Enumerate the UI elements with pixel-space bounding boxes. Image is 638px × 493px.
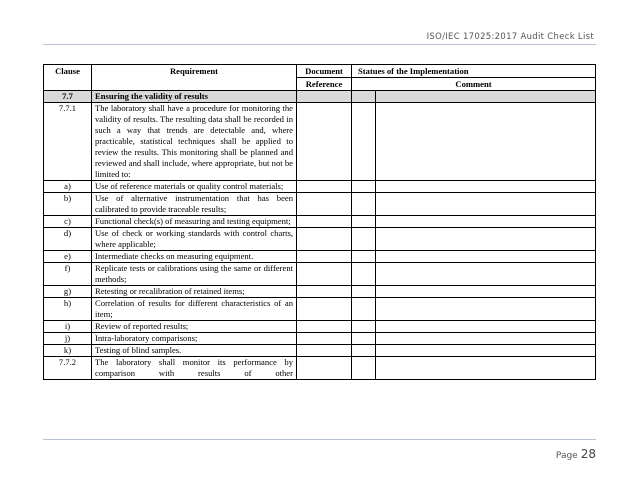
row-clause: b)	[44, 193, 92, 216]
table-row	[44, 321, 596, 333]
section-title: Ensuring the validity of results	[92, 91, 297, 103]
row-requirement-text: The laboratory shall monitor its performance by comparison with results of other	[92, 357, 297, 380]
row-clause: h)	[44, 298, 92, 321]
document-reference-cell[interactable]	[297, 298, 352, 321]
row-clause: k)	[44, 345, 92, 357]
table-row	[44, 216, 596, 228]
comment-cell[interactable]	[376, 193, 596, 216]
document-reference-cell[interactable]	[297, 286, 352, 298]
section-blank-comment	[376, 91, 596, 103]
page-indicator	[556, 447, 596, 461]
comment-cell[interactable]	[376, 298, 596, 321]
status-cell[interactable]	[352, 345, 376, 357]
comment-cell[interactable]	[376, 251, 596, 263]
table-row	[44, 345, 596, 357]
page-number: 28	[580, 447, 596, 461]
audit-checklist-table	[43, 64, 596, 380]
status-cell[interactable]	[352, 263, 376, 286]
document-reference-cell[interactable]	[297, 103, 352, 181]
section-blank-status	[352, 91, 376, 103]
row-clause: j)	[44, 333, 92, 345]
table-row	[44, 298, 596, 321]
comment-cell[interactable]	[376, 263, 596, 286]
table-header-row	[44, 65, 596, 78]
comment-cell[interactable]	[376, 181, 596, 193]
table-row	[44, 181, 596, 193]
row-requirement-text: Testing of blind samples.	[92, 345, 297, 357]
row-clause: a)	[44, 181, 92, 193]
comment-cell[interactable]	[376, 321, 596, 333]
status-cell[interactable]	[352, 216, 376, 228]
table-row	[44, 103, 596, 181]
row-requirement-text: The laboratory shall have a procedure for monitoring the validity of results. The resulting data shall be recorded in such a way that trends are detectable and, where practicable, statistical techniques shall be applied to review the results. This monitoring shall be planned and reviewed and shall include, where appropriate, but not be limited to:	[92, 103, 297, 181]
status-cell[interactable]	[352, 103, 376, 181]
column-header-clause: Clause	[44, 65, 92, 91]
row-requirement-text: Replicate tests or calibrations using the same or different methods;	[92, 263, 297, 286]
status-cell[interactable]	[352, 181, 376, 193]
row-clause: c)	[44, 216, 92, 228]
comment-cell[interactable]	[376, 228, 596, 251]
row-requirement-text: Use of alternative instrumentation that has been calibrated to provide traceable results;	[92, 193, 297, 216]
comment-cell[interactable]	[376, 333, 596, 345]
row-requirement-text: Functional check(s) of measuring and testing equipment;	[92, 216, 297, 228]
footer-divider	[43, 439, 596, 440]
row-clause: 7.7.1	[44, 103, 92, 181]
status-cell[interactable]	[352, 321, 376, 333]
document-reference-cell[interactable]	[297, 251, 352, 263]
section-row	[44, 91, 596, 103]
table-row	[44, 357, 596, 380]
document-reference-cell[interactable]	[297, 181, 352, 193]
comment-cell[interactable]	[376, 357, 596, 380]
row-requirement-text: Use of reference materials or quality control materials;	[92, 181, 297, 193]
document-reference-cell[interactable]	[297, 321, 352, 333]
row-requirement-text: Intra-laboratory comparisons;	[92, 333, 297, 345]
document-reference-cell[interactable]	[297, 228, 352, 251]
status-cell[interactable]	[352, 193, 376, 216]
row-requirement-text: Intermediate checks on measuring equipment.	[92, 251, 297, 263]
column-header-status: Statues of the Implementation	[352, 65, 596, 78]
header-divider	[43, 44, 596, 45]
row-clause: g)	[44, 286, 92, 298]
status-cell[interactable]	[352, 333, 376, 345]
document-reference-cell[interactable]	[297, 216, 352, 228]
table-row	[44, 193, 596, 216]
status-cell[interactable]	[352, 251, 376, 263]
section-blank-document	[297, 91, 352, 103]
row-clause: i)	[44, 321, 92, 333]
table-row	[44, 251, 596, 263]
column-header-document: Document	[297, 65, 352, 78]
section-clause: 7.7	[44, 91, 92, 103]
status-cell[interactable]	[352, 228, 376, 251]
document-reference-cell[interactable]	[297, 333, 352, 345]
row-requirement-text: Review of reported results;	[92, 321, 297, 333]
document-reference-cell[interactable]	[297, 345, 352, 357]
row-requirement-text: Correlation of results for different characteristics of an item;	[92, 298, 297, 321]
table-row	[44, 286, 596, 298]
column-header-comment: Comment	[352, 78, 596, 91]
column-header-requirement: Requirement	[92, 65, 297, 91]
page-label: Page	[555, 451, 578, 461]
document-header-title: ISO/IEC 17025:2017 Audit Check List	[426, 32, 594, 42]
table-row	[44, 263, 596, 286]
comment-cell[interactable]	[376, 216, 596, 228]
row-clause: e)	[44, 251, 92, 263]
comment-cell[interactable]	[376, 286, 596, 298]
column-header-reference: Reference	[297, 78, 352, 91]
row-clause: 7.7.2	[44, 357, 92, 380]
table-row	[44, 228, 596, 251]
status-cell[interactable]	[352, 357, 376, 380]
document-reference-cell[interactable]	[297, 263, 352, 286]
row-requirement-text: Retesting or recalibration of retained items;	[92, 286, 297, 298]
row-requirement-text: Use of check or working standards with control charts, where applicable;	[92, 228, 297, 251]
table-row	[44, 333, 596, 345]
comment-cell[interactable]	[376, 345, 596, 357]
row-clause: d)	[44, 228, 92, 251]
comment-cell[interactable]	[376, 103, 596, 181]
row-clause: f)	[44, 263, 92, 286]
document-reference-cell[interactable]	[297, 357, 352, 380]
status-cell[interactable]	[352, 298, 376, 321]
document-reference-cell[interactable]	[297, 193, 352, 216]
status-cell[interactable]	[352, 286, 376, 298]
